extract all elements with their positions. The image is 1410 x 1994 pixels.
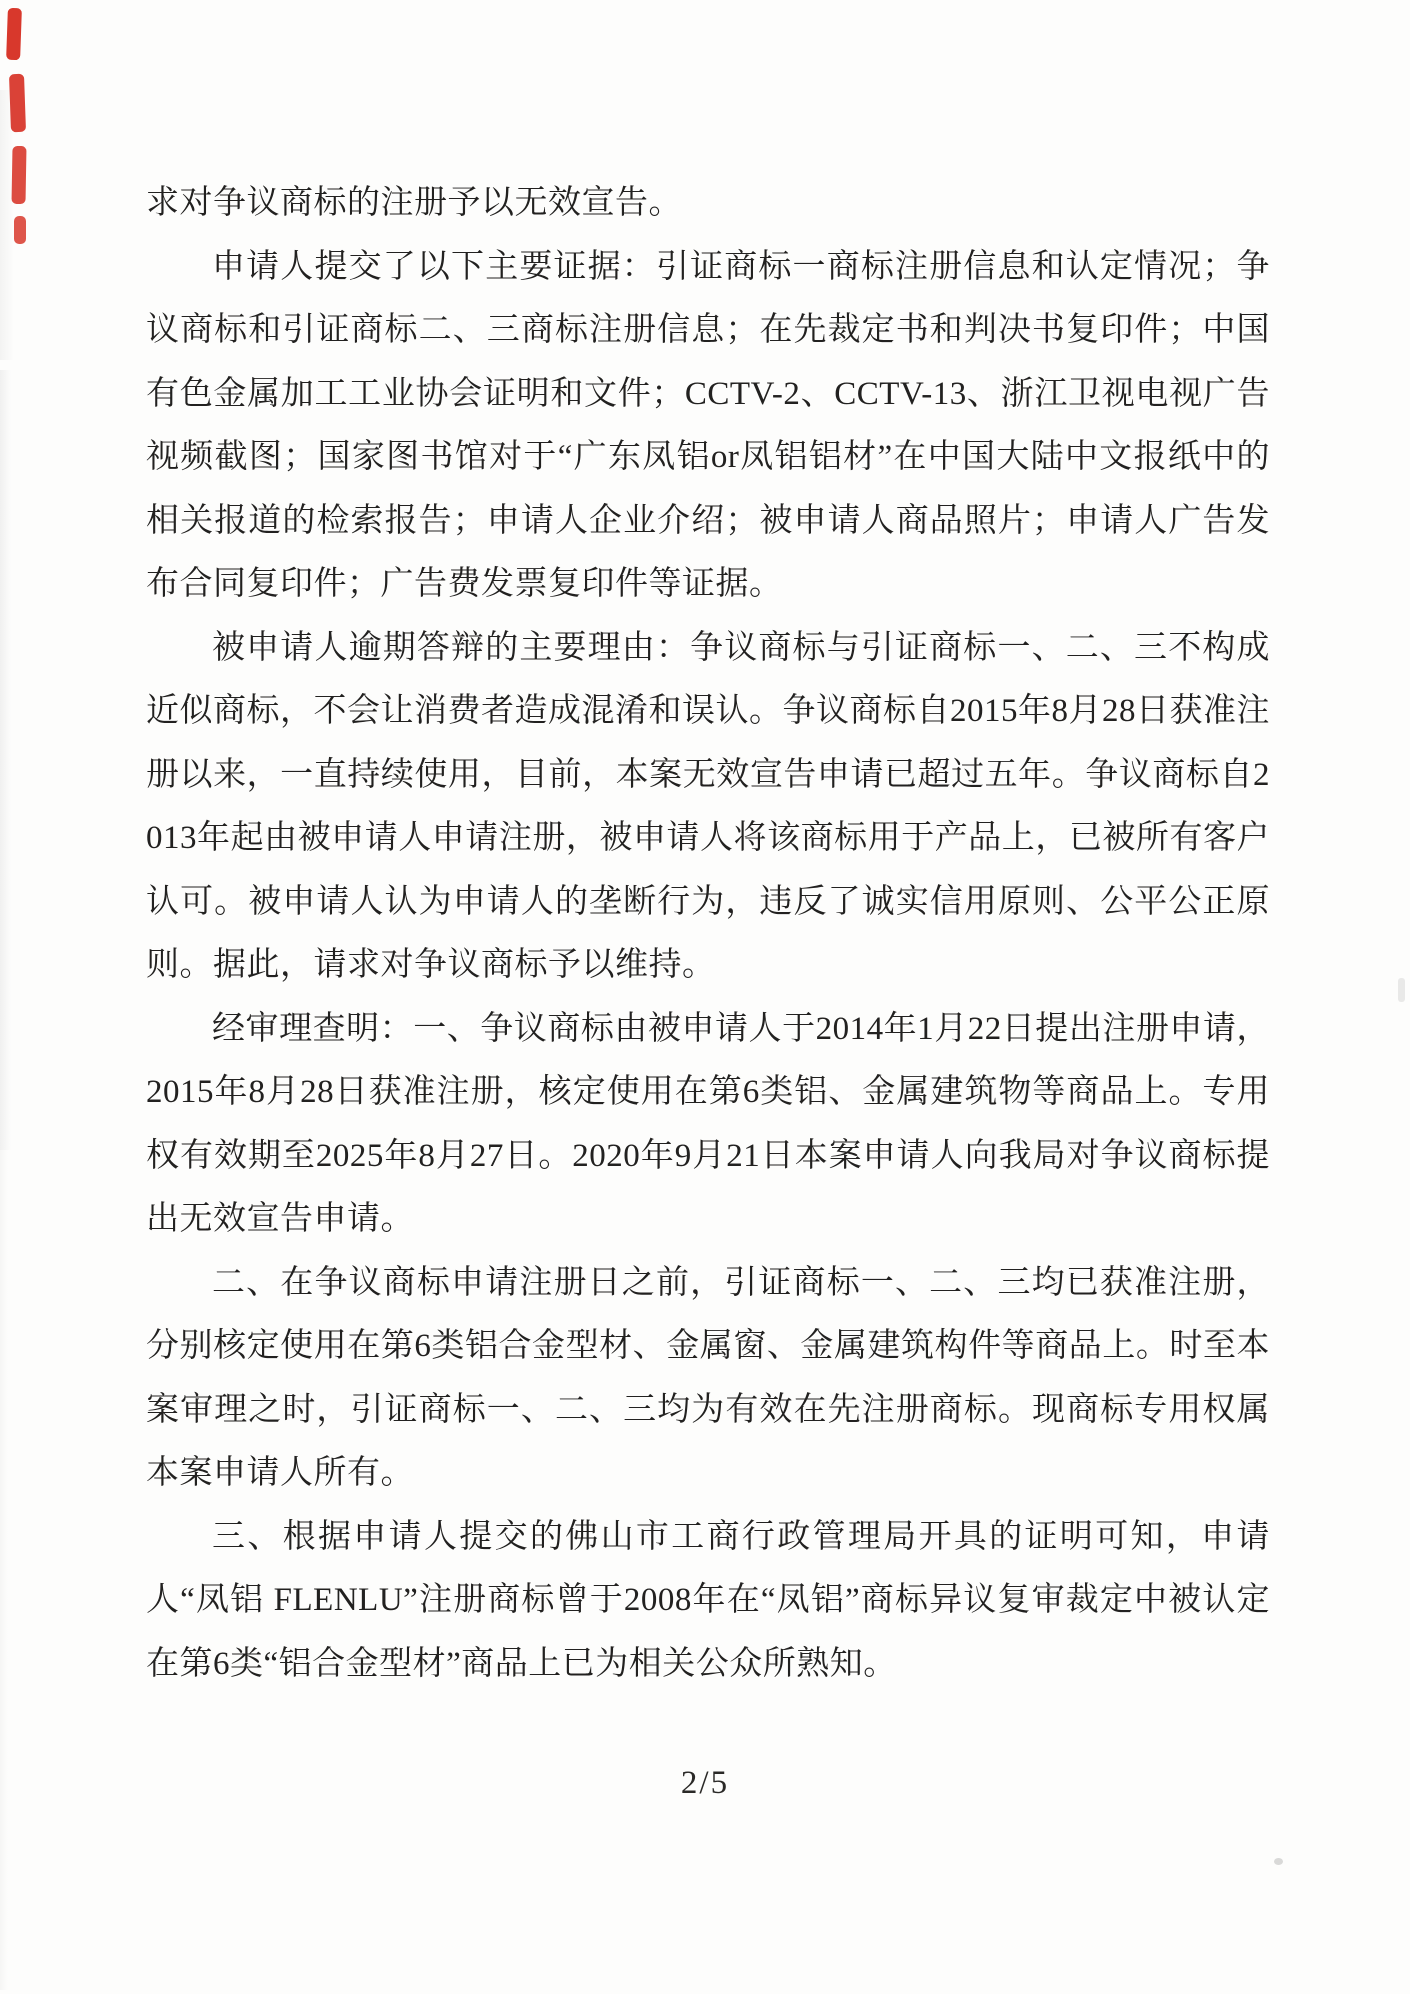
scan-speck	[1398, 978, 1405, 1002]
red-pen-mark	[14, 216, 26, 244]
body-paragraph-finding-3: 三、根据申请人提交的佛山市工商行政管理局开具的证明可知，申请人“凤铝 FLENLU”注册商标曾于2008年在“凤铝”商标异议复审裁定中被认定在第6类“铝合金型材”商品上已为相关公众所熟知。	[146, 1518, 1270, 1682]
page-number: 2/5	[680, 1765, 730, 1801]
red-pen-mark	[11, 146, 26, 204]
body-paragraph-respondent-reply: 被申请人逾期答辩的主要理由：争议商标与引证商标一、二、三不构成近似商标，不会让消费者造成混淆和误认。争议商标自2015年8月28日获准注册以来，一直持续使用，目前，本案无效宣告申请已超过五年。争议商标自2013年起由被申请人申请注册，被申请人将该商标用于产品上，已被所有客户认可。被申请人认为申请人的垄断行为，违反了诚实信用原则、公平公正原则。据此，请求对争议商标予以维持。	[146, 629, 1270, 983]
body-paragraph-finding-1: 经审理查明：一、争议商标由被申请人于2014年1月22日提出注册申请，2015年8月28日获准注册，核定使用在第6类铝、金属建筑物等商品上。专用权有效期至2025年8月27日。2020年9月21日本案申请人向我局对争议商标提出无效宣告申请。	[146, 1010, 1270, 1237]
scan-speck	[1274, 1858, 1283, 1865]
body-paragraph-finding-2: 二、在争议商标申请注册日之前，引证商标一、二、三均已获准注册，分别核定使用在第6类铝合金型材、金属窗、金属建筑构件等商品上。时至本案审理之时，引证商标一、二、三均为有效在先注册商标。现商标专用权属本案申请人所有。	[146, 1264, 1270, 1491]
red-pen-mark	[6, 8, 22, 60]
scan-edge-shading	[0, 1150, 8, 1990]
body-paragraph-continuation: 求对争议商标的注册予以无效宣告。	[146, 185, 682, 221]
red-pen-mark	[9, 74, 26, 132]
scan-edge-shading	[0, 370, 11, 1150]
document-body	[146, 172, 1270, 1696]
body-paragraph-evidence-list: 申请人提交了以下主要证据：引证商标一商标注册信息和认定情况；争议商标和引证商标二、三商标注册信息；在先裁定书和判决书复印件；中国有色金属加工工业协会证明和文件；CCTV-2、CCTV-13、浙江卫视电视广告视频截图；国家图书馆对于“广东凤铝or凤铝铝材”在中国大陆中文报纸中的相关报道的检索报告；申请人企业介绍；被申请人商品照片；申请人广告发布合同复印件；广告费发票复印件等证据。	[146, 248, 1270, 602]
